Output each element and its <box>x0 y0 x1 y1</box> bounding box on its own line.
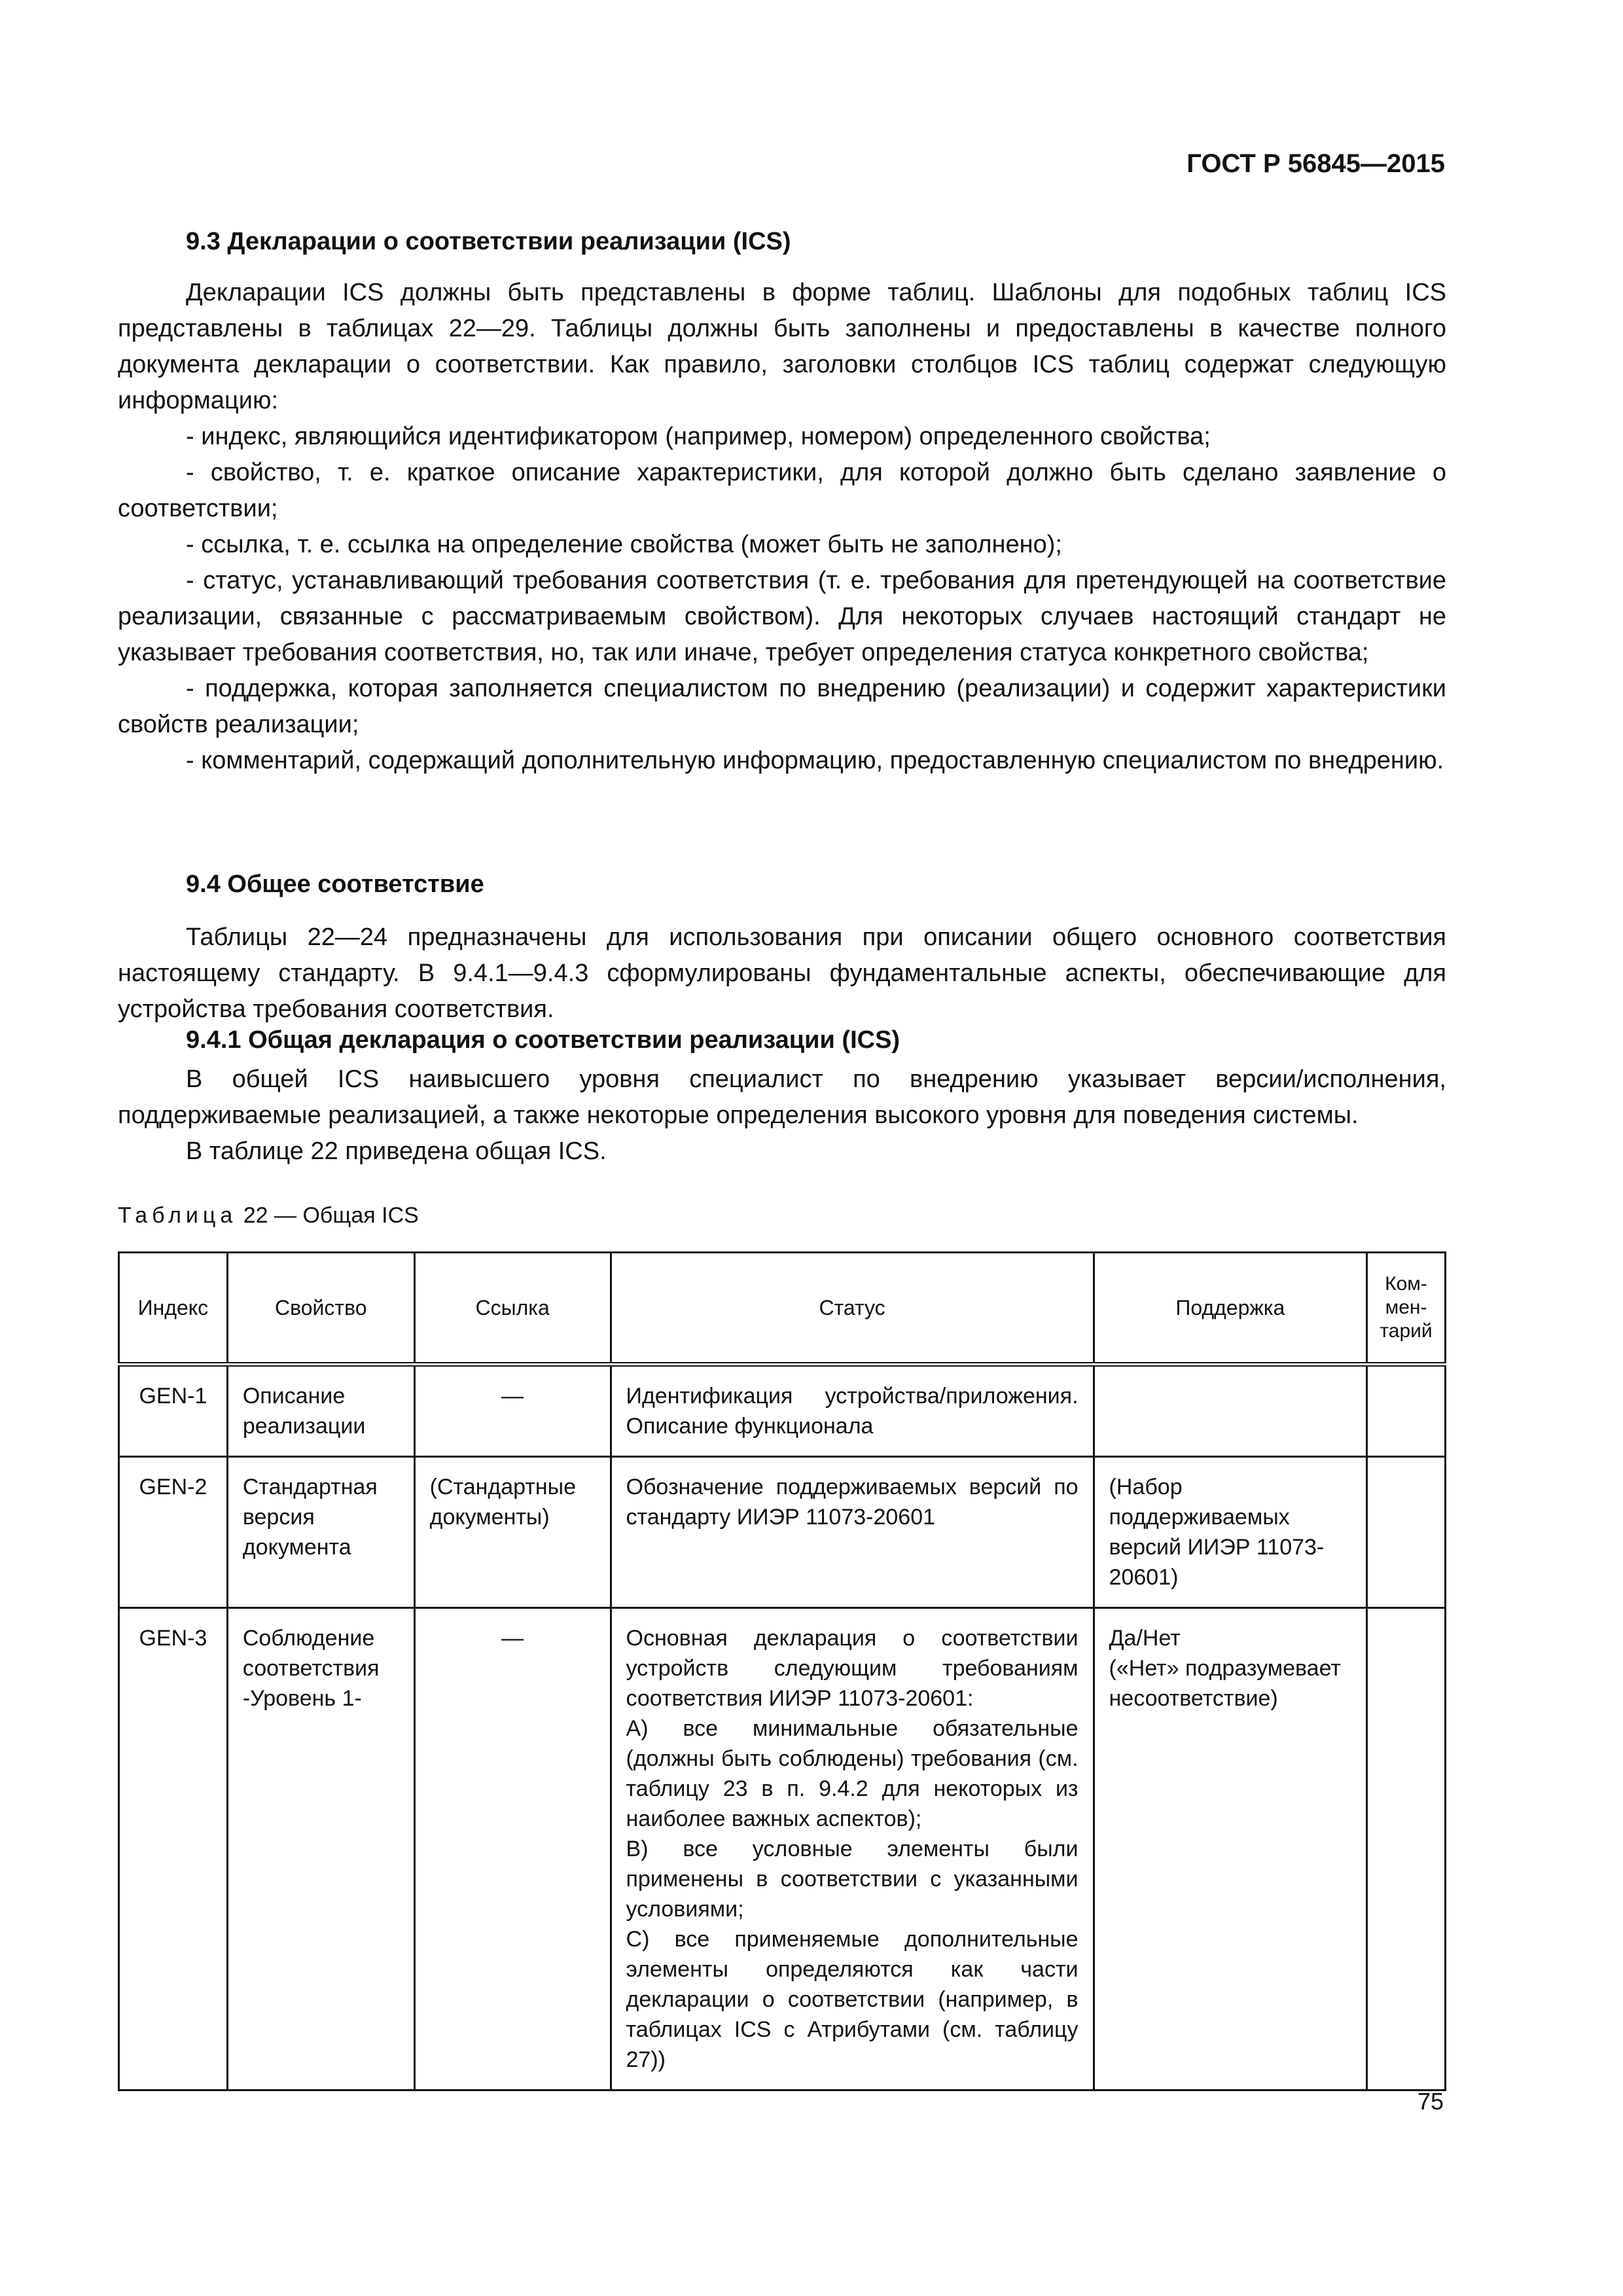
list-item: - индекс, являющийся идентификатором (например, номером) определенного свойства; <box>186 423 1211 450</box>
section-9-4-1-heading: 9.4.1 Общая декларация о соответствии реализации (ICS) <box>186 1026 901 1054</box>
cell-status: Обозначение поддерживаемых версий по стандарту ИИЭР 11073-20601 <box>611 1457 1094 1608</box>
table-caption-title: 22 — Общая ICS <box>237 1203 419 1228</box>
table-caption <box>118 1203 419 1229</box>
section-9-4-1-body <box>118 1062 1446 1170</box>
cell-property: Описание реализации <box>227 1365 414 1457</box>
header-comment <box>1367 1253 1446 1365</box>
section-9-4-heading: 9.4 Общее соответствие <box>186 870 484 898</box>
list-item: - статус, устанавливающий требования соответствия (т. е. требования для претендующей на соответствие реализации, связанные с рассматриваемым свойством). Для некоторых случаев настоящий стандарт не указывает требования соответствия, но, так или иначе, требует определения статуса конкретного свойства; <box>118 567 1446 666</box>
cell-comment <box>1367 1365 1446 1457</box>
cell-reference: (Стандартные документы) <box>414 1457 611 1608</box>
list-item: - ссылка, т. е. ссылка на определение свойства (может быть не заполнено); <box>186 531 1062 558</box>
support-line: («Нет» подразумевает несоответствие) <box>1109 1656 1341 1711</box>
cell-property: Соблюдение соответствия -Уровень 1- <box>227 1608 414 2090</box>
cell-comment <box>1367 1608 1446 2090</box>
cell-status: Идентификация устройства/приложения. Описание функционала <box>611 1365 1094 1457</box>
cell-property: Стандартная версия документа <box>227 1457 414 1608</box>
section-9-4-body <box>118 920 1446 1028</box>
cell-reference: — <box>414 1365 611 1457</box>
table-row <box>119 1365 1446 1457</box>
cell-index: GEN-3 <box>119 1608 228 2090</box>
list-item: - свойство, т. е. краткое описание характеристики, для которой должно быть сделано заявление о соответствии; <box>118 459 1446 522</box>
status-line: A) все минимальные обязательные (должны быть соблюдены) требования (см. таблицу 23 в п. 9.4.2 для некоторых из наиболее важных аспектов); <box>626 1716 1079 1831</box>
cell-reference: — <box>414 1608 611 2090</box>
status-line: B) все условные элементы были применены в соответствии с указанными условиями; <box>626 1837 1079 1922</box>
table-row <box>119 1608 1446 2090</box>
paragraph: В таблице 22 приведена общая ICS. <box>186 1138 607 1165</box>
cell-support: (Набор поддерживаемых версий ИИЭР 11073-20601) <box>1094 1457 1367 1608</box>
cell-support <box>1094 1365 1367 1457</box>
support-line: Да/Нет <box>1109 1626 1181 1651</box>
header-comment-line: мен- <box>1385 1297 1427 1318</box>
header-reference: Ссылка <box>414 1253 611 1365</box>
paragraph: Декларации ICS должны быть представлены в форме таблиц. Шаблоны для подобных таблиц ICS представлены в таблицах 22—29. Таблицы должны быть заполнены и предоставлены в качестве полного документа декларации о соответствии. Как правило, заголовки столбцов ICS таблиц содержат следующую информацию: <box>118 279 1446 414</box>
paragraph: Таблицы 22—24 предназначены для использования при описании общего основного соответствия настоящему стандарту. В 9.4.1—9.4.3 сформулированы фундаментальные аспекты, обеспечивающие для устройства требования соответствия. <box>118 924 1446 1023</box>
ics-table <box>118 1251 1446 2091</box>
table-header-row <box>119 1253 1446 1365</box>
page-number: 75 <box>1417 2088 1444 2115</box>
header-comment-line: тарий <box>1380 1320 1433 1342</box>
cell-status <box>611 1608 1094 2090</box>
header-comment-line: Ком- <box>1385 1273 1427 1295</box>
paragraph: В общей ICS наивысшего уровня специалист по внедрению указывает версии/исполнения, поддерживаемые реализацией, а также некоторые определения высокого уровня для поведения системы. <box>118 1066 1446 1129</box>
section-9-3-heading: 9.3 Декларации о соответствии реализации (ICS) <box>186 228 791 255</box>
cell-comment <box>1367 1457 1446 1608</box>
status-line: Основная декларация о соответствии устройств следующим требованиям соответствия ИИЭР 11073-20601: <box>626 1626 1079 1711</box>
table-row <box>119 1457 1446 1608</box>
list-item: - комментарий, содержащий дополнительную информацию, предоставленную специалистом по внедрению. <box>186 747 1444 774</box>
header-support: Поддержка <box>1094 1253 1367 1365</box>
cell-index: GEN-2 <box>119 1457 228 1608</box>
table-caption-label: Таблица <box>118 1203 238 1228</box>
header-property: Свойство <box>227 1253 414 1365</box>
cell-support <box>1094 1608 1367 2090</box>
header-index: Индекс <box>119 1253 228 1365</box>
header-status: Статус <box>611 1253 1094 1365</box>
cell-index: GEN-1 <box>119 1365 228 1457</box>
document-code: ГОСТ Р 56845—2015 <box>1186 149 1445 178</box>
section-9-3-body <box>118 275 1446 779</box>
status-line: C) все применяемые дополнительные элементы определяются как части декларации о соответствии (например, в таблицах ICS с Атрибутами (см. таблицу 27)) <box>626 1927 1079 2072</box>
list-item: - поддержка, которая заполняется специалистом по внедрению (реализации) и содержит характеристики свойств реализации; <box>118 675 1446 738</box>
